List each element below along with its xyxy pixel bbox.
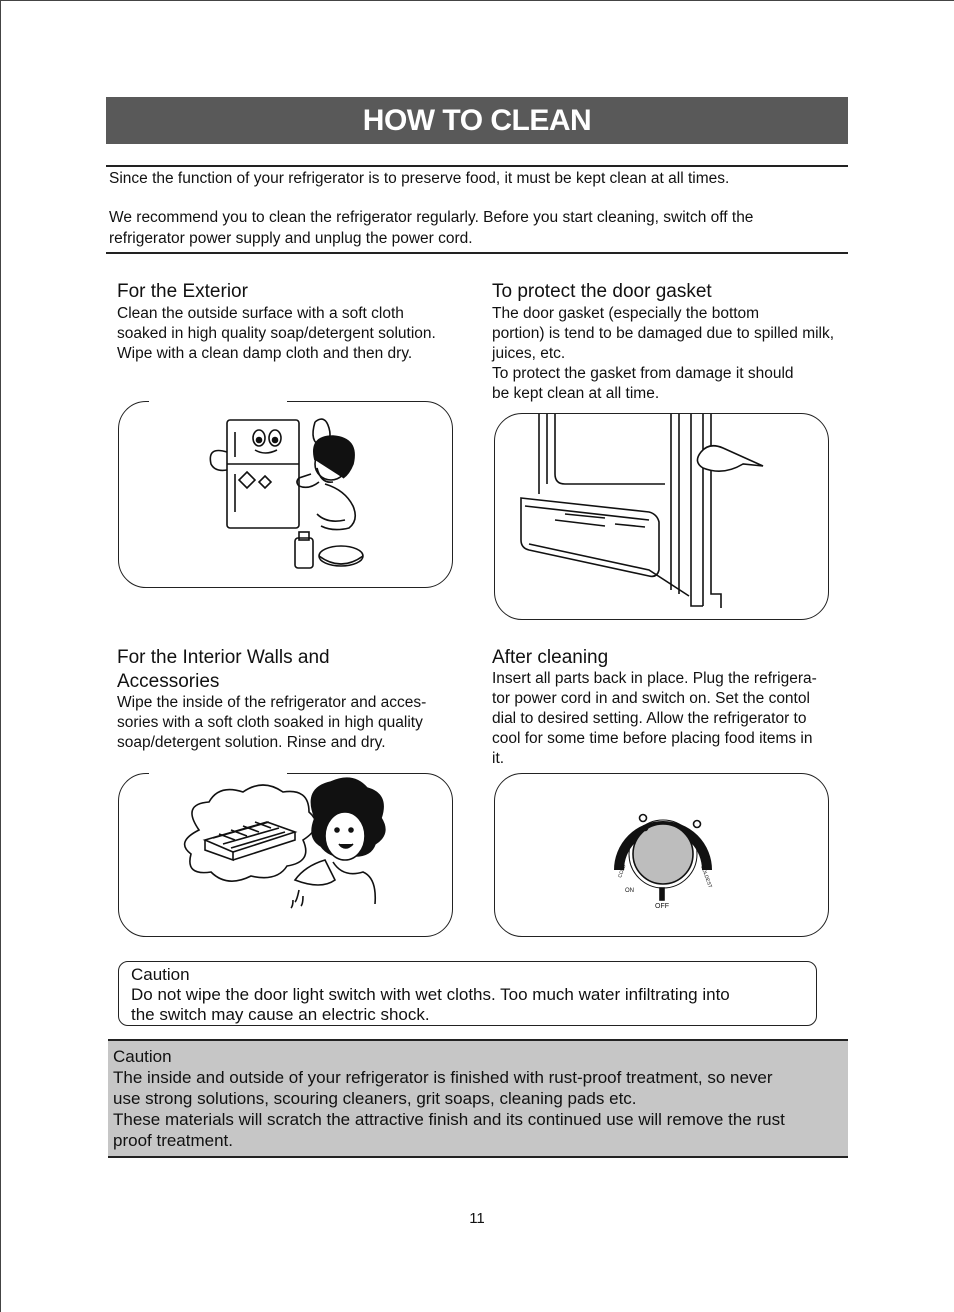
interior-line-2: sories with a soft cloth soaked in high quality (117, 714, 423, 731)
caution-electric-line-2: the switch may cause an electric shock. (131, 1005, 430, 1024)
dial-cold-label: COLD (617, 863, 628, 879)
caution-rust-heading: Caution (113, 1047, 172, 1066)
exterior-illustration (118, 401, 453, 588)
exterior-title: For the Exterior (117, 281, 248, 302)
exterior-line-1: Clean the outside surface with a soft cloth (117, 305, 404, 322)
after-line-5: it. (492, 750, 505, 767)
dial-illustration (494, 773, 829, 937)
page-border-top (0, 0, 954, 1)
exterior-line-2: soaked in high quality soap/detergent solution. (117, 325, 436, 342)
caution-rust-line-1: The inside and outside of your refrigerator is finished with rust-proof treatment, so never (113, 1068, 773, 1087)
gasket-line-1: The door gasket (especially the bottom (492, 305, 760, 322)
after-line-2: tor power cord in and switch on. Set the contol (492, 690, 810, 707)
intro-line-1: Since the function of your refrigerator is to preserve food, it must be kept clean at all times. (109, 170, 730, 187)
interior-line-1: Wipe the inside of the refrigerator and acces- (117, 694, 427, 711)
after-line-4: cool for some time before placing food items in (492, 730, 813, 747)
interior-line-3: soap/detergent solution. Rinse and dry. (117, 734, 386, 751)
dial-off-label: OFF (655, 903, 669, 910)
after-title: After cleaning (492, 647, 609, 668)
caution-rust-line-2: use strong solutions, scouring cleaners, grit soaps, cleaning pads etc. (113, 1089, 637, 1108)
gasket-illustration (494, 413, 829, 620)
intro-line-2b: refrigerator power supply and unplug the power cord. (109, 230, 473, 247)
caution-electric-line-1: Do not wipe the door light switch with wet cloths. Too much water infiltrating into (131, 985, 730, 1004)
divider-bottom (106, 252, 848, 254)
interior-illustration (118, 773, 453, 937)
dial-on-label: ON (625, 888, 634, 894)
caution-rust-line-3: These materials will scratch the attractive finish and its continued use will remove the rust (113, 1110, 785, 1129)
gasket-line-2: portion) is tend to be damaged due to spilled milk, (492, 325, 835, 342)
interior-title-2: Accessories (117, 671, 220, 692)
gasket-line-3: juices, etc. (492, 345, 566, 362)
gasket-line-4: To protect the gasket from damage it should (492, 365, 794, 382)
page-border-left (0, 0, 1, 1312)
after-line-1: Insert all parts back in place. Plug the refrigera- (492, 670, 817, 687)
exterior-line-3: Wipe with a clean damp cloth and then dry. (117, 345, 413, 362)
page-number: 11 (469, 1210, 485, 1227)
divider-top (106, 165, 848, 167)
page-title: HOW TO CLEAN (106, 97, 848, 144)
caution-rust-box (108, 1039, 848, 1158)
interior-title-1: For the Interior Walls and (117, 647, 330, 668)
gasket-line-5: be kept clean at all time. (492, 385, 660, 402)
intro-line-2a: We recommend you to clean the refrigerator regularly. Before you start cleaning, switch off the (109, 209, 754, 226)
caution-electric-heading: Caution (131, 965, 190, 984)
caution-rust-line-4: proof treatment. (113, 1131, 234, 1150)
caution-electric-box (118, 961, 817, 1026)
after-line-3: dial to desired setting. Allow the refrigerator to (492, 710, 807, 727)
dial-coldest-label: COLDEST (699, 864, 713, 889)
gasket-title: To protect the door gasket (492, 281, 712, 302)
